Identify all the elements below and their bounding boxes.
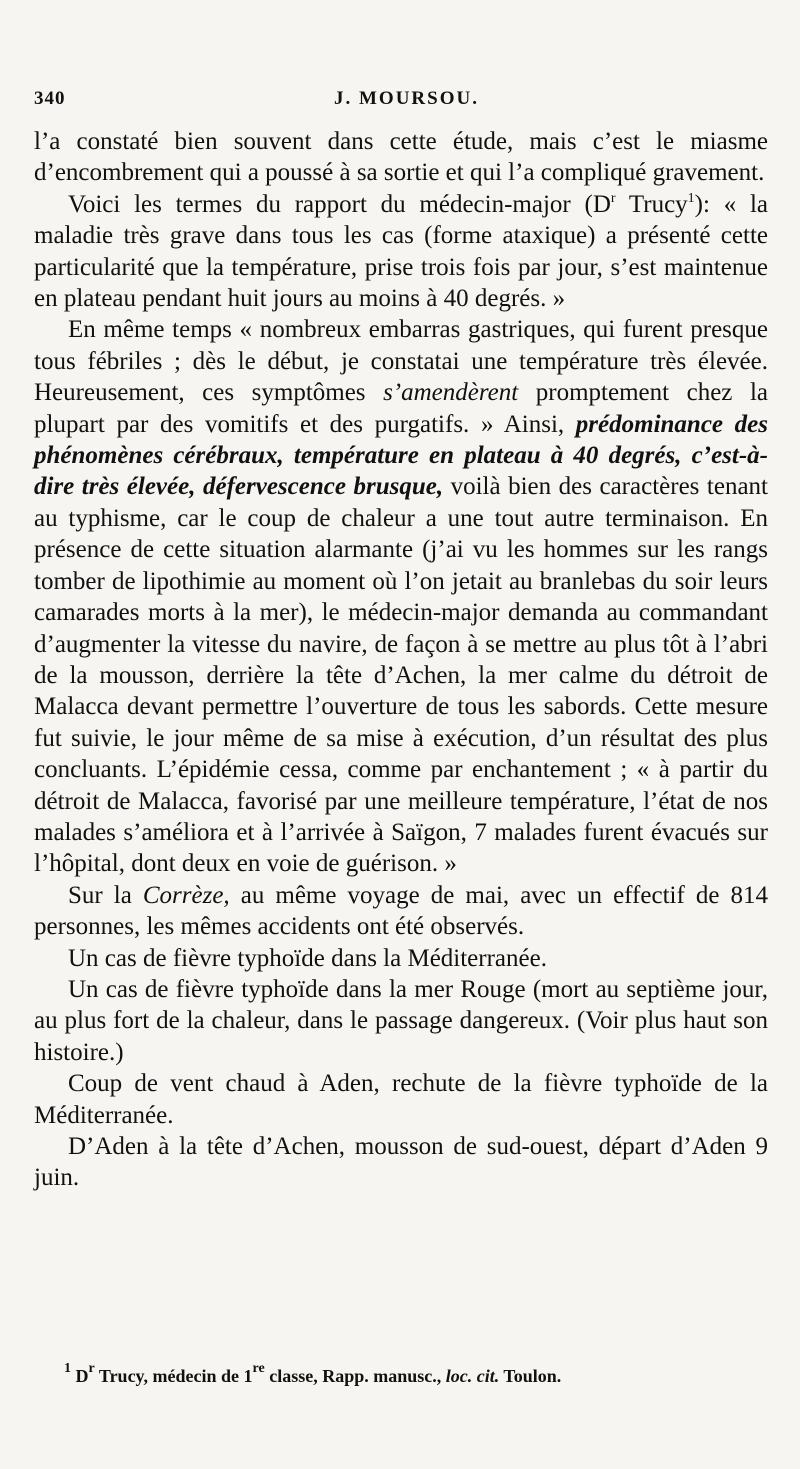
text-run: Sur la — [68, 881, 143, 909]
footnote-marker: 1 — [64, 1361, 71, 1376]
text-run: Un cas de fièvre typhoïde dans la Méditerranée. — [68, 944, 547, 972]
text-run: classe, Rapp. manusc., — [264, 1366, 446, 1386]
running-head: J. MOURSOU. — [334, 88, 479, 109]
text-run: Trucy — [615, 190, 688, 218]
text-run: promptement chez la plupart par des vomitifs et des purgatifs. » Ainsi, — [34, 379, 768, 438]
italic-text: s’amendèrent — [383, 379, 519, 407]
superscript: r — [610, 190, 616, 206]
text-run: voilà bien des caractères tenant au typhisme, car le coup de chaleur a une tout autre terminaison. En présence de cette situation alarmante (j’ai vu les hommes sur les rangs tomber de lipothimie au moment où l’on jetait au branlebas du soir leurs camarades morts à la mer), le médecin-major demanda au commandant d’augmenter la vitesse du navire, de façon à se mettre au plus tôt à l’abri de la mousson, derrière la tête d’Achen, la mer calme du détroit de Malacca devant permettre l’ouverture de tous les sabords. Cette mesure fut suivie, le jour même de sa mise à exécution, d’un résultat des plus concluants. L’épidémie cessa, comme par enchantement ; « à partir du détroit de Malacca, favorisé par une meilleure température, l’état de nos malades s’améliora et à l’arrivée à Saïgon, 7 malades furent évacués sur l’hôpital, dont deux en voie de guérison. » — [34, 473, 768, 878]
paragraph — [34, 314, 768, 879]
text-run: Trucy, médecin de 1 — [94, 1366, 253, 1386]
italic-text: Corrèze, — [142, 881, 230, 909]
text-run: D’Aden à la tête d’Achen, mousson de sud-ouest, départ d’Aden 9 juin. — [34, 1133, 768, 1192]
text-run: En même temps « nombreux embarras gastriques, qui furent presque tous fébriles ; dès le début, je constatai une température très élevée. Heureusement, ces symptômes — [34, 316, 768, 407]
text-run: Coup de vent chaud à Aden, rechute de la fièvre typhoïde de la Méditerranée. — [34, 1070, 768, 1129]
text-run: l’a constaté bien souvent dans cette étude, mais c’est le miasme d’encombrement qui a poussé à sa sortie et qui l’a compliqué gravement. — [34, 128, 768, 187]
page-header — [34, 80, 770, 116]
page-number: 340 — [34, 88, 66, 109]
superscript: re — [252, 1361, 265, 1376]
text-run: Un cas de fièvre typhoïde dans la mer Rouge (mort au septième jour, au plus fort de la chaleur, dans le passage dangereux. (Voir plus haut son histoire.) — [34, 975, 768, 1066]
footnote-text — [71, 1361, 562, 1386]
text-run: D — [71, 1366, 89, 1386]
text-run: Toulon. — [499, 1366, 562, 1386]
paragraph — [34, 943, 768, 974]
text-run: au même voyage de mai, avec un effectif de 814 personnes, les mêmes accidents ont été observés. — [34, 881, 768, 941]
footnote — [64, 1361, 770, 1388]
body-text — [34, 126, 768, 1194]
paragraph — [34, 880, 768, 943]
text-run: ): « la maladie très grave dans tous les cas (forme ataxique) a présenté cette particularité que la température, prise trois fois par jour, s’est maintenue en plateau pendant huit jours au moins à 40 degrés. » — [34, 190, 768, 313]
text-run: Voici les termes du rapport du médecin-major (D — [68, 190, 611, 218]
italic-text: loc. cit. — [445, 1366, 500, 1386]
paragraph — [34, 1131, 768, 1194]
paragraph — [34, 974, 768, 1068]
paragraph — [34, 189, 768, 315]
paragraph — [34, 126, 768, 189]
superscript: 1 — [687, 190, 695, 206]
bold-italic-text: prédominance des phénomènes cérébraux, température en plateau à 40 degrés, c’est-à-dire très élevée, défervescence brusque, — [34, 410, 768, 501]
superscript: r — [88, 1361, 95, 1376]
paragraph — [34, 1068, 768, 1131]
